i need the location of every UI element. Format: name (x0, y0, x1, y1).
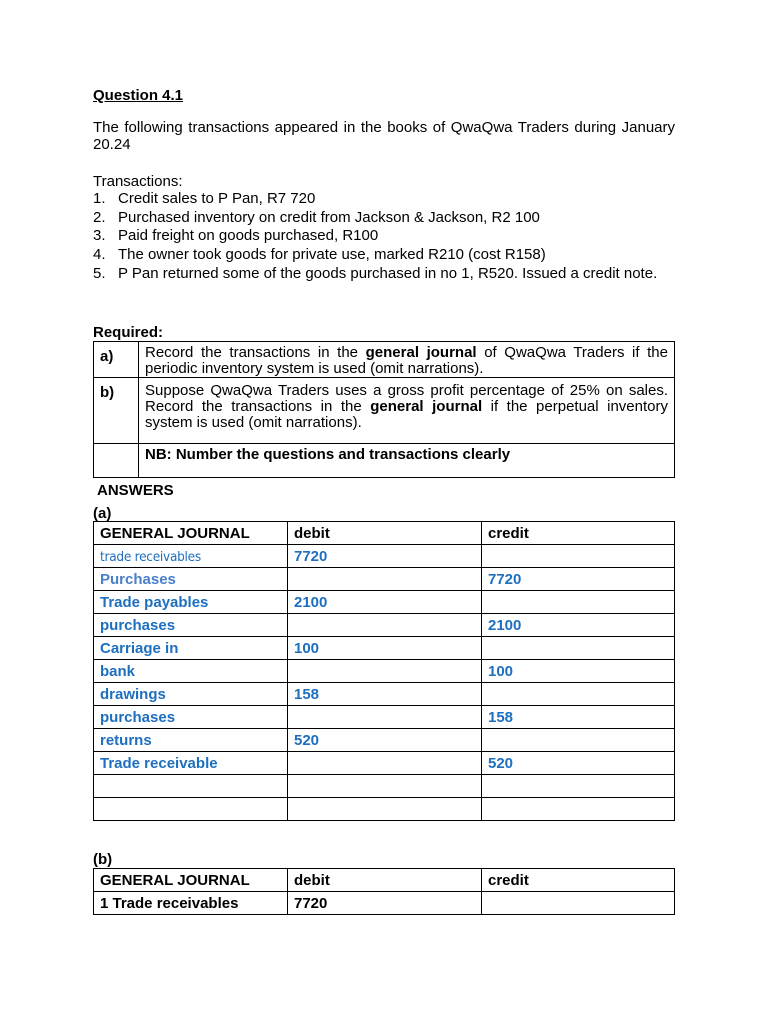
required-text-a: Record the transactions in the general journal of QwaQwa Traders if the periodic inventory system is used (omit narrations). (139, 342, 675, 378)
transaction-item: 4. The owner took goods for private use, marked R210 (cost R158) (93, 246, 546, 264)
table-row: trade receivables 7720 (94, 545, 675, 568)
table-row: returns 520 (94, 729, 675, 752)
transactions-list (93, 191, 675, 284)
required-table (93, 341, 675, 478)
header-credit: credit (482, 869, 675, 892)
required-label-b: b) (94, 378, 139, 444)
nb-note: NB: Number the questions and transactions clearly (139, 444, 675, 478)
table-row: Purchases 7720 (94, 568, 675, 591)
table-row: drawings 158 (94, 683, 675, 706)
part-b-label: (b) (93, 851, 113, 868)
table-row: purchases 2100 (94, 614, 675, 637)
transaction-item: 2. Purchased inventory on credit from Jackson & Jackson, R2 100 (93, 208, 540, 226)
required-row-a (94, 342, 675, 378)
answers-heading: ANSWERS (97, 482, 174, 499)
required-text-b: Suppose QwaQwa Traders uses a gross profit percentage of 25% on sales. Record the transactions in the general journal if the perpetual inventory system is used (omit narrations). (139, 378, 675, 444)
question-title: Question 4.1 (93, 87, 184, 104)
transactions-heading: Transactions: (93, 173, 183, 190)
table-row: Trade receivable 520 (94, 752, 675, 775)
journal-header-row (94, 522, 675, 545)
header-account: GENERAL JOURNAL (94, 522, 288, 545)
header-account: GENERAL JOURNAL (94, 869, 288, 892)
header-debit: debit (288, 869, 482, 892)
transaction-item: 3. Paid freight on goods purchased, R100 (93, 227, 379, 245)
transaction-item: 5. P Pan returned some of the goods purchased in no 1, R520. Issued a credit note. (93, 264, 658, 282)
table-row: Carriage in 100 (94, 637, 675, 660)
journal-header-row (94, 869, 675, 892)
table-row (94, 798, 675, 821)
required-row-nb (94, 444, 675, 478)
journal-table-b (93, 868, 675, 915)
required-label-a: a) (94, 342, 139, 378)
transaction-item: 1. Credit sales to P Pan, R7 720 (93, 190, 316, 207)
table-row: Trade payables 2100 (94, 591, 675, 614)
table-row: bank 100 (94, 660, 675, 683)
required-row-b (94, 378, 675, 444)
required-heading: Required: (93, 324, 164, 341)
table-row: purchases 158 (94, 706, 675, 729)
intro-paragraph: The following transactions appeared in the books of QwaQwa Traders during January 20.24 (93, 119, 675, 153)
header-debit: debit (288, 522, 482, 545)
table-row (94, 775, 675, 798)
table-row: 1 Trade receivables 7720 (94, 892, 675, 915)
part-a-label: (a) (93, 505, 112, 522)
journal-table-a (93, 521, 675, 821)
header-credit: credit (482, 522, 675, 545)
